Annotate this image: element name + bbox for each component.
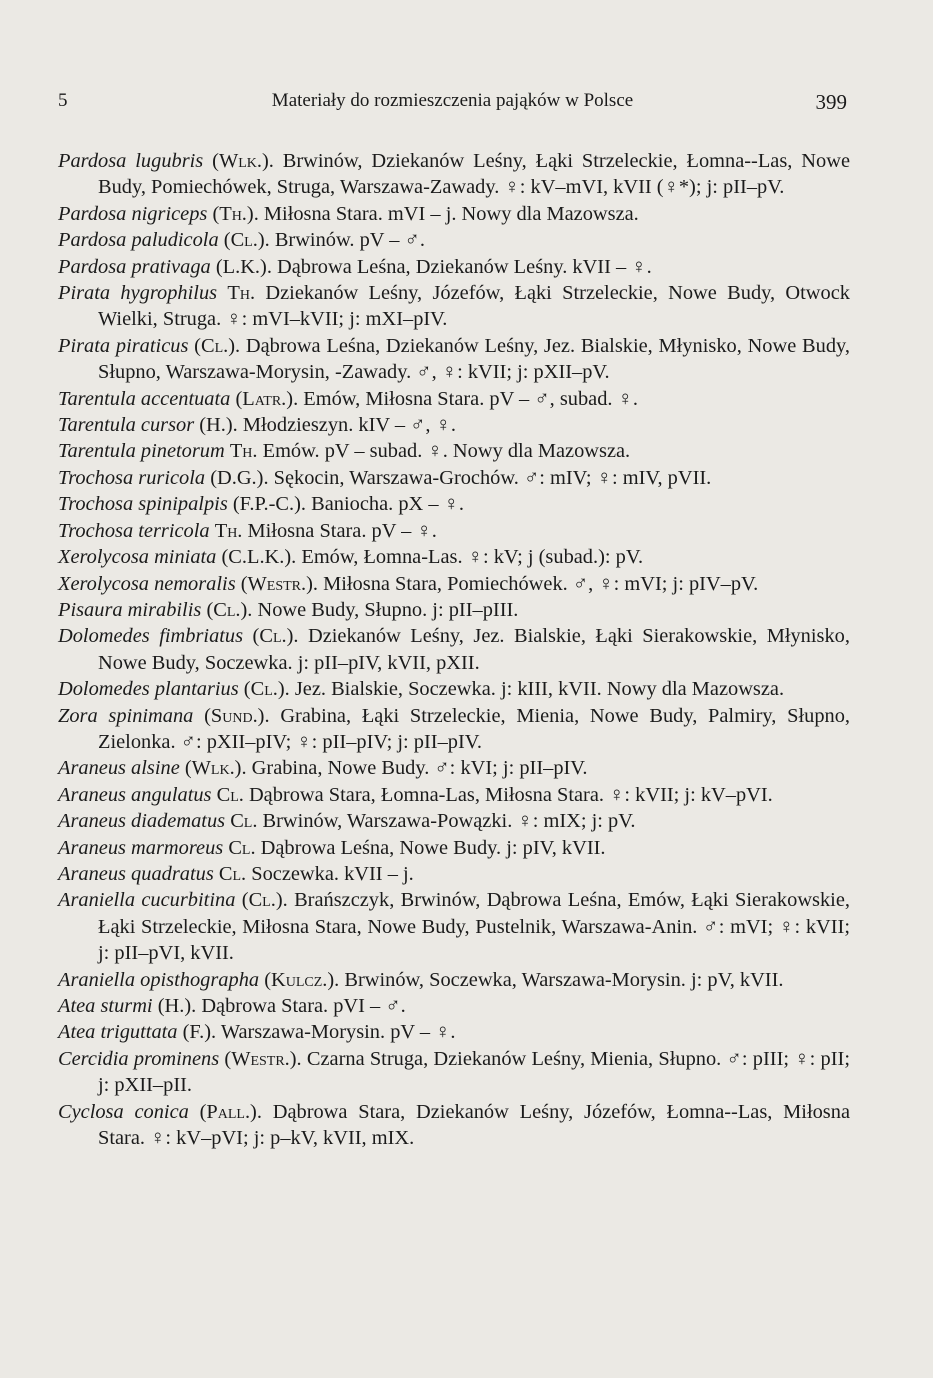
species-author: (Cl.). bbox=[252, 625, 299, 648]
species-name: Araneus quadratus bbox=[58, 862, 214, 885]
species-entry bbox=[58, 755, 850, 781]
page-number-left: 5 bbox=[58, 90, 68, 111]
species-author: (Cl.). bbox=[243, 678, 290, 701]
species-entry bbox=[58, 1046, 850, 1099]
species-entry bbox=[58, 148, 850, 201]
species-entry bbox=[58, 280, 850, 333]
species-author: Th. bbox=[214, 519, 243, 542]
species-name: Tarentula pinetorum bbox=[58, 440, 225, 463]
species-author: (D.G.). bbox=[210, 466, 269, 489]
species-records: Miłosna Stara, Pomiechówek. ♂, ♀: mVI; j: pIV–pV. bbox=[318, 572, 759, 595]
species-name: Pardosa nigriceps bbox=[58, 202, 208, 225]
species-entry bbox=[58, 518, 850, 544]
species-name: Araneus diadematus bbox=[58, 810, 226, 833]
species-author: (L.K.). bbox=[215, 255, 272, 278]
species-name: Zora spinimana bbox=[58, 704, 194, 727]
species-entry bbox=[58, 782, 850, 808]
species-entry bbox=[58, 703, 850, 756]
species-author: (Wlk.). bbox=[184, 757, 247, 780]
species-name: Tarentula cursor bbox=[58, 414, 195, 437]
species-name: Trochosa spinipalpis bbox=[58, 493, 228, 516]
species-entry bbox=[58, 438, 850, 464]
species-list bbox=[58, 148, 850, 1151]
species-records: Emów, Łomna-Las. ♀: kV; j (subad.): pV. bbox=[296, 546, 644, 569]
species-records: Baniocha. pX – ♀. bbox=[306, 493, 465, 516]
species-author: (Cl.). bbox=[241, 889, 288, 912]
species-records: Dąbrowa Stara, Łomna-Las, Miłosna Stara. ♀: kVII; j: kV–pVI. bbox=[243, 783, 773, 806]
species-author: (H.). bbox=[157, 995, 197, 1017]
species-name: Pirata hygrophilus bbox=[58, 282, 218, 305]
species-name: Atea triguttata bbox=[58, 1021, 178, 1044]
species-name: Dolomedes fimbriatus bbox=[58, 625, 244, 648]
species-entry bbox=[58, 1099, 850, 1152]
species-author: (Sund.). bbox=[204, 704, 270, 727]
species-entry bbox=[58, 861, 850, 887]
species-records: Sękocin, Warszawa-Grochów. ♂: mIV; ♀: mIV, pVII. bbox=[268, 466, 712, 489]
species-author: (Pall.). bbox=[199, 1100, 262, 1123]
species-name: Cyclosa conica bbox=[58, 1100, 189, 1123]
species-entry bbox=[58, 333, 850, 386]
species-entry bbox=[58, 835, 850, 861]
species-entry bbox=[58, 254, 850, 280]
species-entry bbox=[58, 993, 850, 1019]
species-name: Araniella cucurbitina bbox=[58, 889, 236, 912]
species-author: (H.). bbox=[199, 414, 238, 437]
running-header bbox=[58, 90, 847, 120]
species-name: Araneus marmoreus bbox=[58, 836, 224, 859]
species-entry bbox=[58, 465, 850, 491]
species-author: (Westr.). bbox=[240, 572, 318, 595]
species-records: Czarna Struga, Dziekanów Leśny, Mienia, Słupno. ♂: pIII; ♀: pII; j: pXII–pII. bbox=[98, 1047, 850, 1097]
species-author: (F.P.-C.). bbox=[232, 493, 307, 516]
species-author: (Cl.). bbox=[194, 334, 241, 357]
species-entry bbox=[58, 491, 850, 517]
species-author: (C.L.K.). bbox=[221, 546, 297, 569]
species-author: Th. bbox=[229, 440, 258, 463]
species-author: Cl. bbox=[228, 836, 256, 859]
species-entry bbox=[58, 887, 850, 966]
species-name: Pirata piraticus bbox=[58, 334, 189, 357]
species-records: Dąbrowa Leśna, Dziekanów Leśny, Jez. Bialskie, Młynisko, Nowe Budy, Słupno, Warszawa-Morysin, -Zawady. ♂, ♀: kVII; j: pXII–pV. bbox=[98, 334, 850, 384]
species-name: Xerolycosa nemoralis bbox=[58, 572, 236, 595]
species-records: Brwinów, Soczewka, Warszawa-Morysin. j: pV, kVII. bbox=[339, 968, 784, 991]
species-entry bbox=[58, 544, 850, 570]
species-name: Xerolycosa miniata bbox=[58, 546, 217, 569]
species-entry bbox=[58, 808, 850, 834]
species-name: Dolomedes plantarius bbox=[58, 678, 239, 701]
species-name: Araneus alsine bbox=[58, 757, 180, 780]
species-records: Grabina, Łąki Strzeleckie, Mienia, Nowe Budy, Palmiry, Słupno, Zielonka. ♂: pXII–pIV; ♀: pII–pIV; j: pII–pIV. bbox=[98, 704, 851, 753]
species-records: Dziekanów Leśny, Jez. Bialskie, Łąki Sierakowskie, Młynisko, Nowe Budy, Soczewka. j: pII–pIV, kVII, pXII. bbox=[98, 625, 850, 674]
species-name: Cercidia prominens bbox=[58, 1047, 220, 1070]
species-records: Dziekanów Leśny, Józefów, Łąki Strzeleckie, Nowe Budy, Otwock Wielki, Struga. ♀: mVI–kVII; j: mXI–pIV. bbox=[98, 282, 850, 331]
species-records: Brwinów, Dziekanów Leśny, Łąki Strzeleckie, Łomna--Las, Nowe Budy, Pomiechówek, Struga, Warszawa-Zawady. ♀: kV–mVI, kVII (♀*); j: pII–pV. bbox=[98, 150, 850, 199]
species-entry bbox=[58, 412, 850, 438]
species-author: (Wlk.). bbox=[212, 150, 274, 172]
species-author: (Cl.). bbox=[206, 598, 253, 621]
species-entry bbox=[58, 676, 850, 702]
species-records: Dąbrowa Stara. pVI – ♂. bbox=[196, 995, 406, 1017]
species-name: Pardosa prativaga bbox=[58, 255, 211, 278]
species-name: Araneus angulatus bbox=[58, 783, 212, 806]
species-author: Cl. bbox=[218, 862, 247, 885]
running-title: Materiały do rozmieszczenia pająków w Polsce bbox=[271, 90, 634, 111]
species-records: Emów, Miłosna Stara. pV – ♂, subad. ♀. bbox=[298, 387, 638, 410]
species-author: (F.). bbox=[182, 1021, 217, 1044]
species-name: Tarentula accentuata bbox=[58, 387, 231, 410]
page-number: 399 bbox=[815, 90, 847, 114]
species-name: Atea sturmi bbox=[58, 995, 153, 1017]
species-name: Araniella opisthographa bbox=[58, 968, 260, 991]
species-author: (Latr.). bbox=[235, 387, 299, 410]
species-entry bbox=[58, 597, 850, 623]
species-entry bbox=[58, 201, 850, 227]
species-author: (Cl.). bbox=[223, 229, 270, 252]
species-entry bbox=[58, 571, 850, 597]
species-name: Pardosa lugubris bbox=[58, 150, 204, 172]
species-records: Młodzieszyn. kIV – ♂, ♀. bbox=[237, 414, 457, 437]
species-records: Soczewka. kVII – j. bbox=[246, 862, 414, 885]
species-records: Dąbrowa Stara, Dziekanów Leśny, Józefów, Łomna--Las, Miłosna Stara. ♀: kV–pVI; j: p–kV, kVII, mIX. bbox=[98, 1100, 850, 1150]
species-records: Grabina, Nowe Budy. ♂: kVI; j: pII–pIV. bbox=[246, 757, 588, 780]
species-name: Pisaura mirabilis bbox=[58, 598, 202, 621]
species-records: Dąbrowa Leśna, Nowe Budy. j: pIV, kVII. bbox=[255, 836, 606, 859]
species-author: (Th.). bbox=[212, 202, 259, 225]
species-records: Brańszczyk, Brwinów, Dąbrowa Leśna, Emów, Łąki Sierakowskie, Łąki Strzeleckie, Miłosna Stara, Nowe Budy, Pustelnik, Warszawa-Anin. ♂: mVI; ♀: kVII; j: pII–pVI, kVII. bbox=[98, 889, 850, 965]
species-records: Dąbrowa Leśna, Dziekanów Leśny. kVII – ♀. bbox=[271, 255, 652, 278]
species-entry bbox=[58, 386, 850, 412]
species-name: Pardosa paludicola bbox=[58, 229, 219, 252]
species-name: Trochosa ruricola bbox=[58, 466, 206, 489]
species-entry bbox=[58, 967, 850, 993]
species-name: Trochosa terricola bbox=[58, 519, 210, 542]
species-author: (Westr.). bbox=[224, 1047, 302, 1070]
species-entry bbox=[58, 1019, 850, 1045]
species-author: Th. bbox=[227, 282, 256, 305]
species-records: Miłosna Stara. pV – ♀. bbox=[242, 519, 437, 542]
species-records: Brwinów, Warszawa-Powązki. ♀: mIX; j: pV. bbox=[257, 810, 636, 833]
species-entry bbox=[58, 623, 850, 676]
species-author: (Kulcz.). bbox=[264, 968, 340, 991]
species-author: Cl. bbox=[230, 810, 258, 833]
species-entry bbox=[58, 227, 850, 253]
species-records: Nowe Budy, Słupno. j: pII–pIII. bbox=[252, 598, 519, 621]
species-records: Warszawa-Morysin. pV – ♀. bbox=[216, 1021, 456, 1044]
species-records: Emów. pV – subad. ♀. Nowy dla Mazowsza. bbox=[257, 440, 631, 463]
species-author: Cl. bbox=[216, 783, 244, 806]
species-records: Jez. Bialskie, Soczewka. j: kIII, kVII. Nowy dla Mazowsza. bbox=[289, 678, 785, 701]
species-records: Miłosna Stara. mVI – j. Nowy dla Mazowsza. bbox=[258, 202, 639, 225]
species-records: Brwinów. pV – ♂. bbox=[269, 229, 425, 252]
